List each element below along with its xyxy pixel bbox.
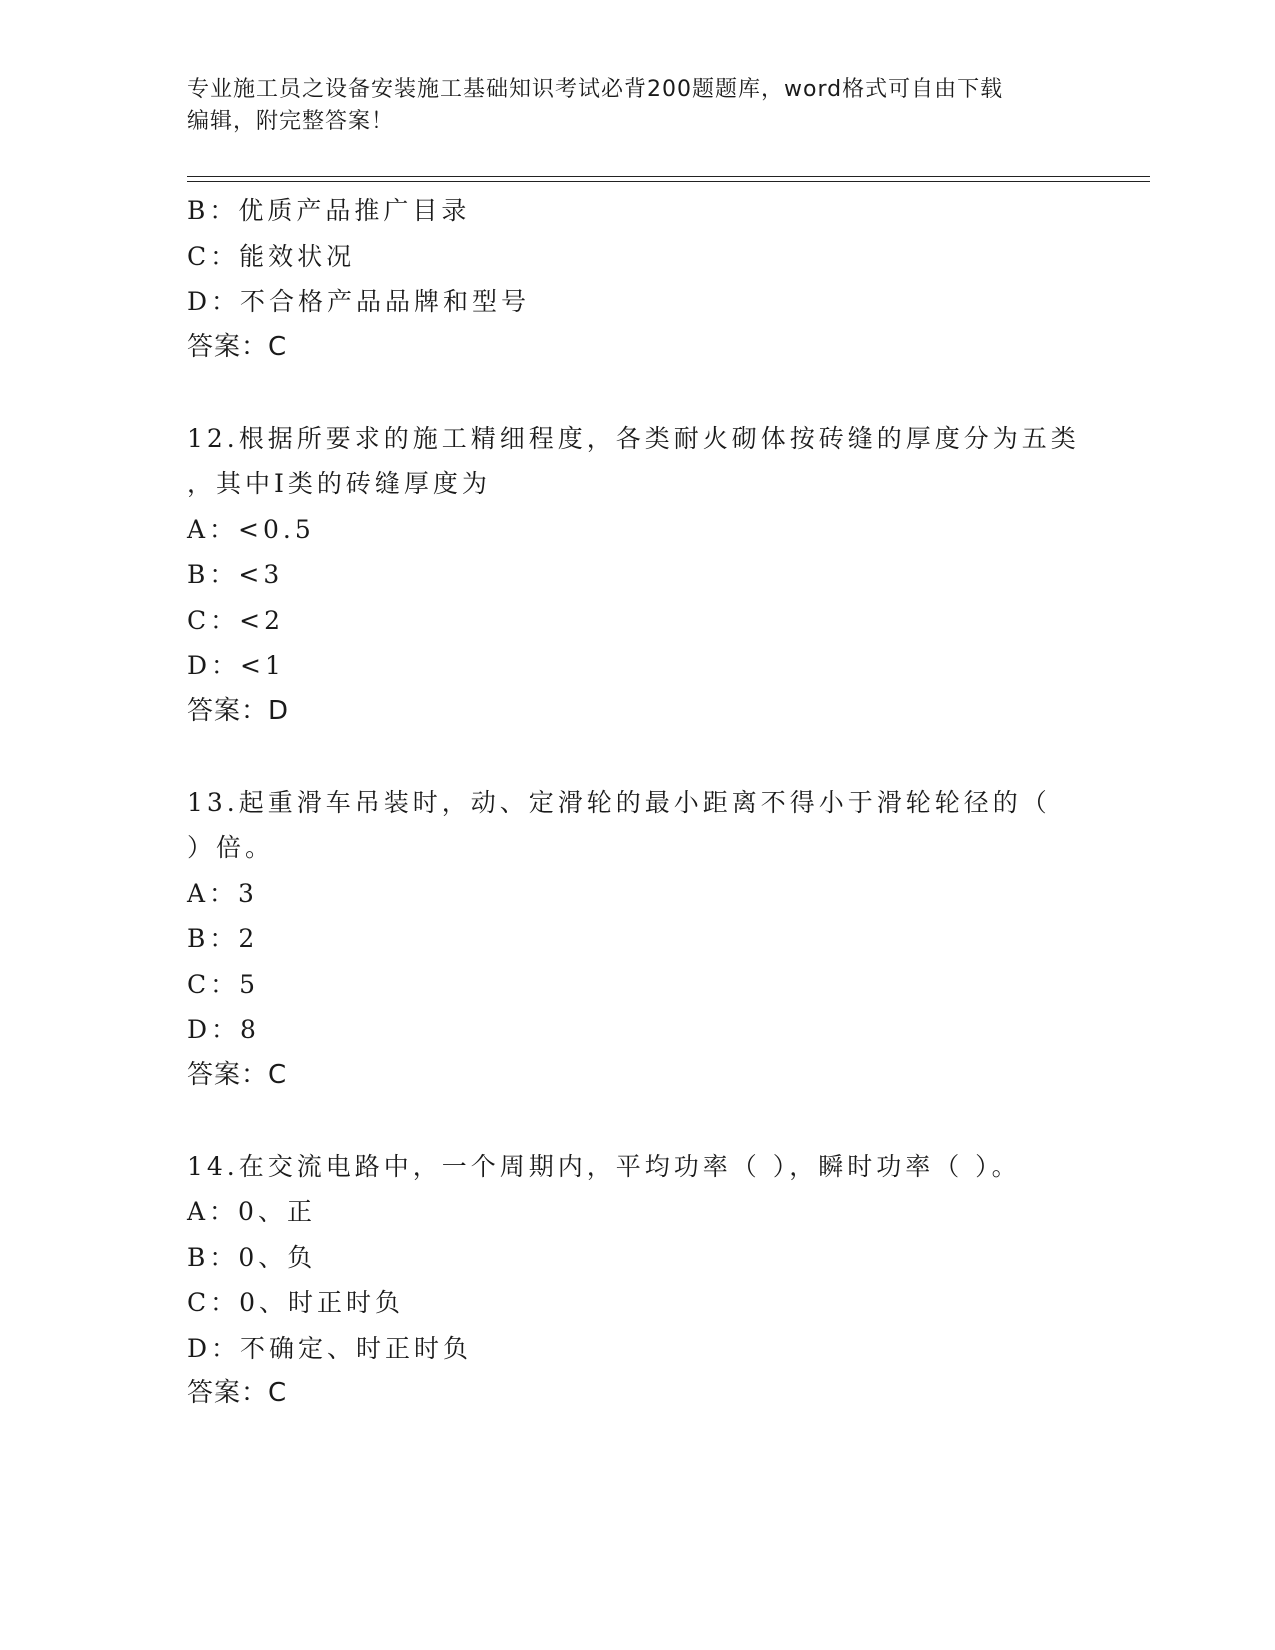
answer: 答案：C [187, 1059, 288, 1090]
question-stem-line-1: 13.起重滑车吊装时，动、定滑轮的最小距离不得小于滑轮轮径的（ [187, 787, 1051, 817]
question-stem-line-2: ，其中Ⅰ类的砖缝厚度为 [187, 469, 491, 498]
spacer [187, 734, 1087, 780]
question-stem-line-2: ）倍。 [187, 833, 275, 862]
header-divider-bottom [187, 181, 1150, 182]
spacer [187, 370, 1087, 416]
question-list [187, 188, 1087, 1417]
option-d: D：<1 [187, 651, 285, 680]
option-c: C：0、时正时负 [187, 1288, 405, 1317]
answer: 答案：C [187, 1378, 288, 1408]
question-stem-line-1: 12.根据所要求的施工精细程度，各类耐火砌体按砖缝的厚度分为五类 [187, 423, 1080, 453]
option-b: B：优质产品推广目录 [187, 196, 471, 225]
answer: 答案：D [187, 695, 290, 726]
question-13 [187, 780, 1087, 1099]
header-title-line-1: 专业施工员之设备安装施工基础知识考试必背200题题库，word格式可自由下载 [187, 77, 1004, 102]
question-14 [187, 1144, 1087, 1417]
spacer [187, 1098, 1087, 1144]
answer: 答案：C [187, 331, 288, 362]
option-d: D：不合格产品品牌和型号 [187, 287, 531, 316]
option-b: B：0、负 [187, 1242, 317, 1272]
option-a: A：0、正 [187, 1197, 316, 1226]
option-b: B：2 [187, 924, 259, 953]
document-header [187, 74, 1087, 138]
question-stem-line-1: 14.在交流电路中，一个周期内，平均功率（ ），瞬时功率（ ）。 [187, 1151, 1021, 1181]
question-12 [187, 416, 1087, 735]
option-d: D：不确定、时正时负 [187, 1333, 473, 1363]
option-a: A：3 [187, 878, 258, 908]
option-a: A：<0.5 [187, 514, 315, 544]
option-c: C：<2 [187, 605, 284, 635]
header-divider-top [187, 176, 1150, 177]
option-c: C：能效状况 [187, 241, 356, 271]
option-c: C：5 [187, 969, 260, 999]
header-title-line-2: 编辑，附完整答案！ [187, 109, 395, 134]
question-11 [187, 188, 1087, 370]
option-b: B：<3 [187, 560, 284, 589]
option-d: D：8 [187, 1015, 260, 1044]
